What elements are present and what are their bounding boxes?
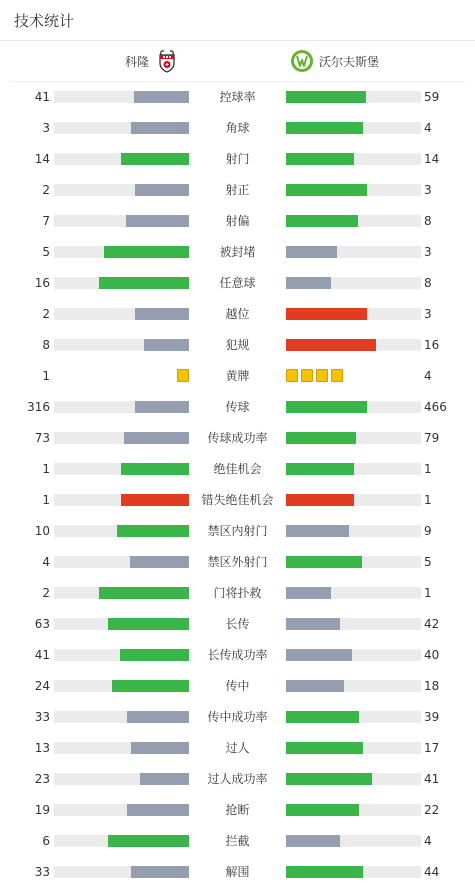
home-stat-bar-fill (124, 432, 189, 444)
home-stat-bar-fill (121, 153, 189, 165)
away-stat-bar-fill (286, 711, 359, 723)
stat-label: 射门 (225, 152, 250, 166)
home-stat-value: 23 (34, 772, 50, 786)
stat-label: 射正 (225, 183, 250, 197)
away-stat-value: 1 (424, 493, 432, 507)
stat-row (0, 268, 475, 299)
away-stat-value: 17 (424, 741, 440, 755)
stat-label: 射偏 (225, 214, 250, 228)
home-stat-value: 16 (34, 276, 50, 290)
away-stat-bar-fill (286, 804, 359, 816)
away-stat-bar-fill (286, 618, 340, 630)
home-stat-value: 63 (34, 617, 50, 631)
away-stat-value: 4 (424, 121, 432, 135)
away-stat-value: 4 (424, 834, 432, 848)
away-stat-value: 4 (424, 369, 432, 383)
home-stat-value: 33 (34, 710, 50, 724)
home-stat-value: 316 (27, 400, 50, 414)
away-stat-bar (286, 587, 421, 599)
stat-label: 传中 (225, 679, 250, 693)
stat-label: 长传成功率 (207, 648, 268, 662)
home-stat-bar (54, 587, 189, 599)
home-team-name: 科隆 (124, 54, 149, 69)
away-stat-value: 59 (424, 90, 440, 104)
away-stat-value: 5 (424, 555, 432, 569)
home-stat-bar (54, 804, 189, 816)
home-stat-value: 14 (34, 152, 50, 166)
page-header (0, 0, 475, 41)
home-stat-value: 3 (42, 121, 50, 135)
stat-label: 禁区内射门 (207, 524, 268, 538)
away-stat-bar-fill (286, 587, 331, 599)
away-stat-bar-fill (286, 246, 337, 258)
home-stat-bar-fill (130, 556, 189, 568)
away-stat-bar-fill (286, 680, 344, 692)
home-stat-bar (54, 277, 189, 289)
stat-row (0, 361, 475, 392)
away-stat-bar (286, 153, 421, 165)
home-stat-bar (54, 308, 189, 320)
away-stat-bar (286, 556, 421, 568)
away-team-name: 沃尔夫斯堡 (319, 54, 380, 69)
home-stat-bar-fill (126, 215, 189, 227)
stat-label: 被封堵 (219, 245, 256, 259)
stat-label: 传球 (225, 400, 250, 414)
stat-label: 抢断 (225, 803, 250, 817)
home-yellow-cards (177, 369, 189, 382)
home-stat-bar (54, 184, 189, 196)
home-stat-bar-fill (117, 525, 189, 537)
stat-row (0, 609, 475, 640)
home-stat-bar-fill (99, 277, 189, 289)
away-stat-bar-fill (286, 835, 340, 847)
away-stat-bar (286, 463, 421, 475)
away-stat-bar (286, 835, 421, 847)
home-stat-bar-fill (140, 773, 189, 785)
yellow-card-icon (286, 369, 298, 382)
home-stat-bar-fill (104, 246, 189, 258)
stat-row (0, 578, 475, 609)
away-stat-value: 16 (424, 338, 440, 352)
away-stat-bar-fill (286, 463, 354, 475)
away-stat-bar (286, 91, 421, 103)
away-stat-value: 3 (424, 307, 432, 321)
home-stat-value: 1 (42, 462, 50, 476)
home-stat-bar (54, 215, 189, 227)
home-stat-value: 7 (42, 214, 50, 228)
away-stat-bar-fill (286, 339, 376, 351)
home-stat-bar (54, 494, 189, 506)
away-stat-bar-fill (286, 525, 349, 537)
stats-list (0, 82, 475, 888)
away-stat-value: 44 (424, 865, 440, 879)
home-stat-bar (54, 649, 189, 661)
home-stat-bar-fill (131, 122, 189, 134)
stat-row (0, 795, 475, 826)
away-stat-bar (286, 277, 421, 289)
away-yellow-cards (286, 369, 343, 382)
home-stat-bar-fill (144, 339, 189, 351)
home-stat-bar (54, 773, 189, 785)
stat-row (0, 113, 475, 144)
away-stat-value: 18 (424, 679, 440, 693)
away-stat-bar-fill (286, 649, 352, 661)
yellow-card-icon (301, 369, 313, 382)
away-stat-bar-fill (286, 184, 367, 196)
home-stat-value: 5 (42, 245, 50, 259)
away-stat-bar (286, 525, 421, 537)
home-stat-value: 4 (42, 555, 50, 569)
home-stat-value: 2 (42, 183, 50, 197)
stat-label: 角球 (225, 121, 250, 135)
stat-row (0, 671, 475, 702)
home-stat-value: 2 (42, 586, 50, 600)
home-stat-value: 41 (34, 90, 50, 104)
page-title: 技术统计 (14, 11, 75, 30)
away-stat-value: 1 (424, 586, 432, 600)
home-stat-value: 33 (34, 865, 50, 879)
away-stat-bar (286, 215, 421, 227)
home-stat-value: 8 (42, 338, 50, 352)
home-stat-bar (54, 401, 189, 413)
stat-row (0, 175, 475, 206)
yellow-card-icon (316, 369, 328, 382)
home-stat-value: 41 (34, 648, 50, 662)
stat-row (0, 82, 475, 113)
away-stat-value: 466 (424, 400, 447, 414)
stat-label: 过人成功率 (207, 772, 268, 786)
away-stat-bar (286, 122, 421, 134)
away-stat-bar (286, 339, 421, 351)
home-stat-bar-fill (121, 494, 189, 506)
stat-row (0, 206, 475, 237)
home-stat-bar-fill (120, 649, 189, 661)
stat-row (0, 144, 475, 175)
away-stat-bar-fill (286, 866, 363, 878)
stat-label: 传中成功率 (207, 710, 268, 724)
stat-label: 犯规 (225, 338, 250, 352)
stat-label: 传球成功率 (207, 431, 268, 445)
away-stat-value: 3 (424, 183, 432, 197)
home-stat-bar (54, 463, 189, 475)
home-stat-bar (54, 91, 189, 103)
stat-row (0, 640, 475, 671)
away-stat-bar-fill (286, 153, 354, 165)
home-stat-bar-fill (127, 711, 189, 723)
away-stat-bar (286, 432, 421, 444)
home-stat-bar (54, 711, 189, 723)
away-stat-value: 40 (424, 648, 440, 662)
home-team[interactable] (125, 41, 179, 81)
stat-label: 任意球 (219, 276, 256, 290)
away-stat-bar (286, 804, 421, 816)
stat-label: 拦截 (225, 834, 250, 848)
home-stat-value: 19 (34, 803, 50, 817)
stat-row (0, 392, 475, 423)
home-stat-value: 24 (34, 679, 50, 693)
away-stat-bar-fill (286, 494, 354, 506)
stat-row (0, 454, 475, 485)
stat-label: 错失绝佳机会 (201, 493, 274, 507)
home-stat-bar-fill (121, 463, 189, 475)
away-stat-bar-fill (286, 773, 372, 785)
away-stat-value: 79 (424, 431, 440, 445)
away-stat-bar-fill (286, 556, 362, 568)
stat-label: 控球率 (219, 90, 256, 104)
stat-row (0, 826, 475, 857)
home-stat-value: 73 (34, 431, 50, 445)
away-stat-value: 8 (424, 214, 432, 228)
home-stat-value: 10 (34, 524, 50, 538)
home-stat-bar (54, 246, 189, 258)
home-stat-bar-fill (131, 866, 189, 878)
away-stat-value: 22 (424, 803, 440, 817)
stat-label: 长传 (225, 617, 250, 631)
home-stat-bar (54, 618, 189, 630)
stat-row (0, 237, 475, 268)
away-stat-value: 42 (424, 617, 440, 631)
stat-row (0, 702, 475, 733)
stat-row (0, 330, 475, 361)
stat-row (0, 299, 475, 330)
away-stat-value: 39 (424, 710, 440, 724)
away-stat-value: 8 (424, 276, 432, 290)
home-stat-bar-fill (112, 680, 189, 692)
away-stat-bar (286, 773, 421, 785)
away-stat-bar-fill (286, 742, 363, 754)
stat-label: 越位 (225, 307, 250, 321)
stat-row (0, 485, 475, 516)
home-stat-bar (54, 122, 189, 134)
home-stat-bar-fill (108, 835, 189, 847)
away-stat-value: 14 (424, 152, 440, 166)
stat-row (0, 764, 475, 795)
away-stat-bar-fill (286, 277, 331, 289)
home-stat-bar (54, 835, 189, 847)
stat-row (0, 857, 475, 888)
home-stat-bar (54, 556, 189, 568)
away-stat-bar-fill (286, 401, 367, 413)
stat-label: 禁区外射门 (207, 555, 268, 569)
yellow-card-icon (331, 369, 343, 382)
home-stat-bar-fill (131, 742, 189, 754)
stat-row (0, 547, 475, 578)
away-team[interactable] (290, 41, 379, 81)
away-stat-bar (286, 680, 421, 692)
home-stat-bar-fill (99, 587, 189, 599)
stat-label: 绝佳机会 (213, 462, 262, 476)
home-stat-bar (54, 866, 189, 878)
yellow-card-icon (177, 369, 189, 382)
stat-row (0, 516, 475, 547)
away-stat-value: 41 (424, 772, 440, 786)
fc-koeln-crest-icon (155, 49, 179, 73)
stat-label: 门将扑救 (213, 586, 262, 600)
home-stat-bar (54, 153, 189, 165)
away-stat-bar-fill (286, 308, 367, 320)
home-stat-value: 13 (34, 741, 50, 755)
stat-label: 解围 (225, 865, 250, 879)
away-stat-bar (286, 742, 421, 754)
home-stat-bar-fill (135, 308, 189, 320)
home-stat-bar-fill (108, 618, 189, 630)
stat-label: 黄牌 (225, 369, 250, 383)
home-stat-value: 6 (42, 834, 50, 848)
away-stat-value: 1 (424, 462, 432, 476)
away-stat-bar (286, 246, 421, 258)
home-stat-bar (54, 525, 189, 537)
home-stat-bar-fill (127, 804, 189, 816)
home-stat-bar (54, 742, 189, 754)
away-stat-bar (286, 649, 421, 661)
away-stat-bar-fill (286, 122, 363, 134)
away-stat-bar-fill (286, 215, 358, 227)
stat-row (0, 733, 475, 764)
home-stat-value: 1 (42, 369, 50, 383)
away-stat-bar (286, 866, 421, 878)
home-stat-bar-fill (135, 401, 189, 413)
away-stat-bar (286, 401, 421, 413)
away-stat-bar (286, 494, 421, 506)
vfl-wolfsburg-crest-icon (290, 49, 314, 73)
home-stat-bar-fill (134, 91, 189, 103)
home-stat-bar (54, 339, 189, 351)
away-stat-bar-fill (286, 91, 366, 103)
home-stat-bar-fill (135, 184, 189, 196)
home-stat-value: 2 (42, 307, 50, 321)
away-stat-bar (286, 308, 421, 320)
home-stat-value: 1 (42, 493, 50, 507)
away-stat-bar (286, 184, 421, 196)
away-stat-bar (286, 711, 421, 723)
stat-row (0, 423, 475, 454)
home-stat-bar (54, 432, 189, 444)
home-stat-bar (54, 680, 189, 692)
teams-header (10, 41, 465, 82)
away-stat-value: 3 (424, 245, 432, 259)
away-stat-bar (286, 618, 421, 630)
away-stat-bar-fill (286, 432, 356, 444)
stat-label: 过人 (225, 741, 250, 755)
away-stat-value: 9 (424, 524, 432, 538)
